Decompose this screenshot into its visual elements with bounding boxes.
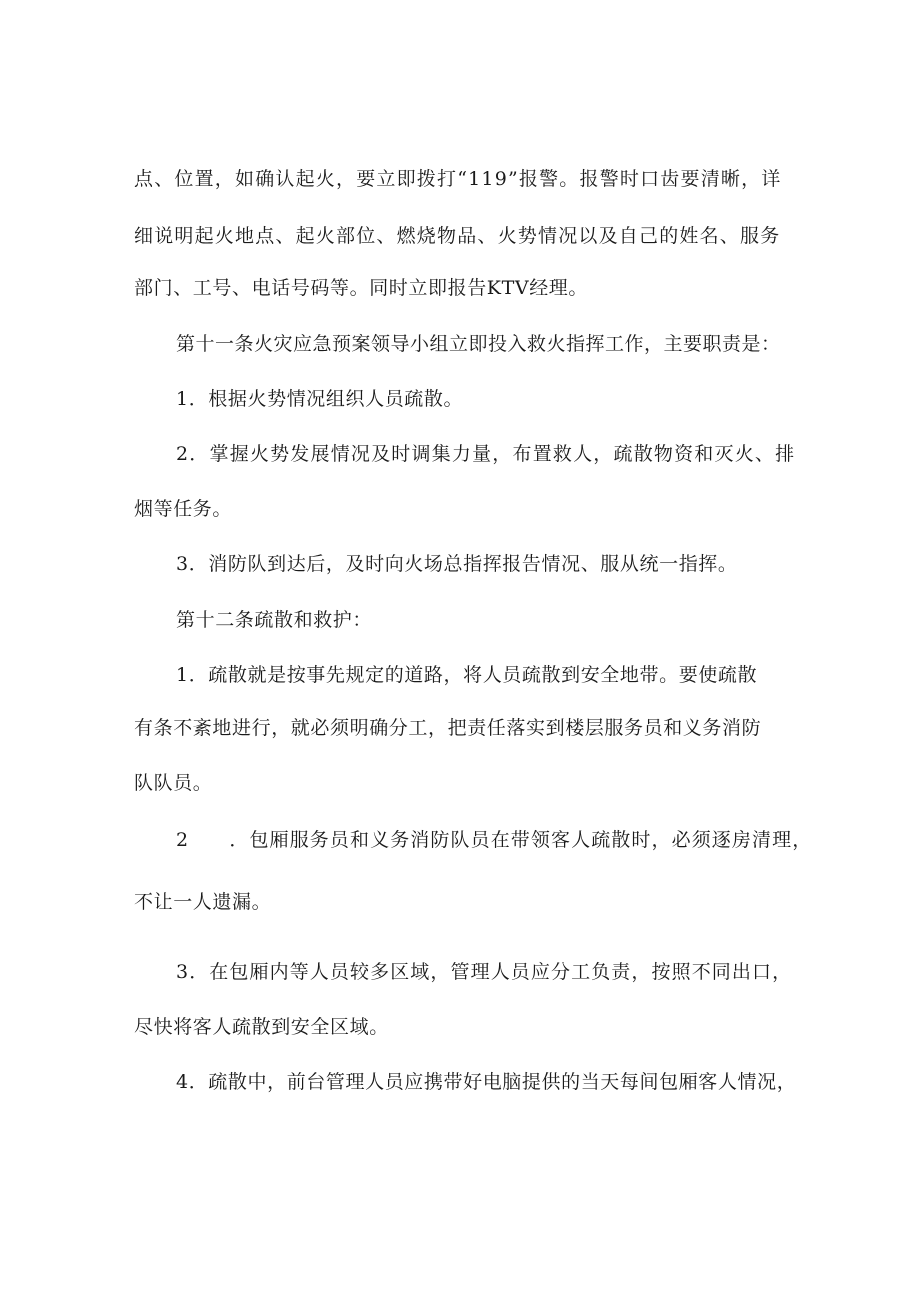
article-heading: 第十一条火灾应急预案领导小组立即投入救火指挥工作，主要职责是：: [176, 333, 781, 355]
text-line: 烟等任务。: [134, 498, 233, 520]
text-line: 部门、工号、电话号码等。同时立即报告KTV经理。: [134, 277, 588, 299]
list-item: 1．根据火势情况组织人员疏散。: [176, 388, 464, 410]
list-item: 1．疏散就是按事先规定的道路，将人员疏散到安全地带。要使疏散: [176, 664, 758, 686]
list-item: 2 ．包厢服务员和义务消防队员在带领客人疏散时，必须逐房清理，: [176, 829, 813, 851]
list-item: 4．疏散中，前台管理人员应携带好电脑提供的当天每间包厢客人情况，: [176, 1071, 797, 1093]
article-heading: 第十二条疏散和救护：: [176, 609, 373, 631]
list-item: 2．掌握火势发展情况及时调集力量，布置救人，疏散物资和灭火、排: [176, 443, 796, 465]
text-line: 不让一人遗漏。: [134, 891, 272, 913]
list-item: 3．在包厢内等人员较多区域，管理人员应分工负责，按照不同出口，: [176, 961, 793, 983]
text-line: 尽快将客人疏散到安全区域。: [134, 1016, 389, 1038]
text-line: 细说明起火地点、起火部位、燃烧物品、火势情况以及自己的姓名、服务: [134, 225, 781, 247]
text-line: 队队员。: [134, 772, 213, 794]
list-item: 3．消防队到达后，及时向火场总指挥报告情况、服从统一指挥。: [176, 553, 738, 575]
text-line: 点、位置，如确认起火，要立即拨打“119”报警。报警时口齿要清晰，详: [134, 168, 782, 190]
text-line: 有条不紊地进行，就必须明确分工，把责任落实到楼层服务员和义务消防: [134, 717, 762, 739]
